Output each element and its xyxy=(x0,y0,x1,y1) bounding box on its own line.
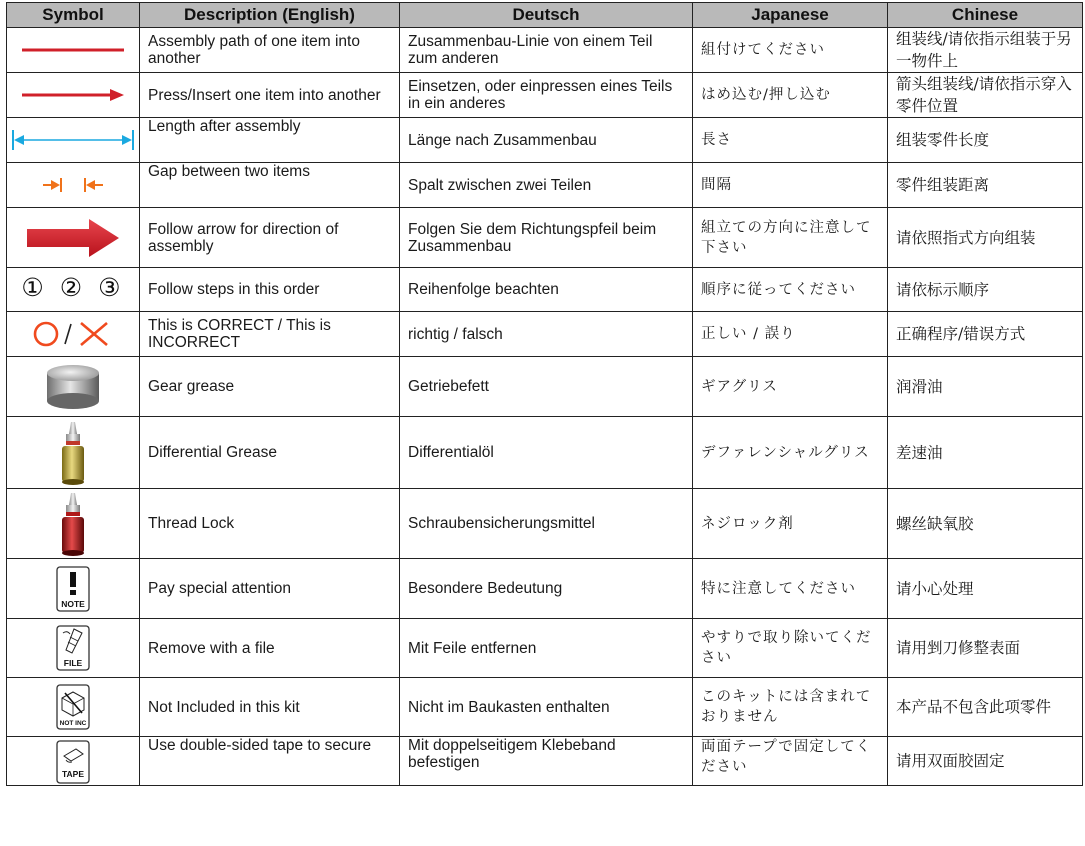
english-cell: Pay special attention xyxy=(140,559,400,619)
table-row xyxy=(7,268,1083,312)
symbol-cell xyxy=(7,312,140,357)
english-cell: Length after assembly xyxy=(140,118,400,163)
header-english: Description (English) xyxy=(140,3,400,28)
svg-text:FILE: FILE xyxy=(63,658,83,668)
japanese-cell: 正しい / 誤り xyxy=(693,312,888,357)
symbol-cell xyxy=(7,357,140,417)
symbol-cell xyxy=(7,489,140,559)
chinese-cell: 差速油 xyxy=(888,417,1083,489)
length-arrow-icon xyxy=(11,128,135,152)
deutsch-cell: Spalt zwischen zwei Teilen xyxy=(400,163,693,208)
japanese-cell: 組付けてください xyxy=(693,28,888,73)
japanese-cell: 両面テープで固定してください xyxy=(693,737,888,786)
chinese-cell: 正确程序/错误方式 xyxy=(888,312,1083,357)
table-row xyxy=(7,163,1083,208)
deutsch-cell: Reihenfolge beachten xyxy=(400,268,693,312)
tape-icon xyxy=(56,740,90,784)
chinese-cell: 请用剉刀修整表面 xyxy=(888,619,1083,678)
deutsch-cell: Besondere Bedeutung xyxy=(400,559,693,619)
japanese-cell: デファレンシャルグリス xyxy=(693,417,888,489)
english-cell: Gear grease xyxy=(140,357,400,417)
chinese-cell: 请用双面胶固定 xyxy=(888,737,1083,786)
table-row xyxy=(7,417,1083,489)
english-cell: This is CORRECT / This is INCORRECT xyxy=(140,312,400,357)
svg-text:NOT INC: NOT INC xyxy=(59,720,87,727)
english-cell: Gap between two items xyxy=(140,163,400,208)
english-cell: Follow steps in this order xyxy=(140,268,400,312)
deutsch-cell: Schraubensicherungsmittel xyxy=(400,489,693,559)
deutsch-cell: Folgen Sie dem Richtungspfeil beim Zusammenbau xyxy=(400,208,693,268)
table-row xyxy=(7,678,1083,737)
chinese-cell: 组装线/请依指示组装于另一物件上 xyxy=(888,28,1083,73)
symbol-cell xyxy=(7,73,140,118)
header-japanese: Japanese xyxy=(693,3,888,28)
table-row xyxy=(7,118,1083,163)
symbol-cell xyxy=(7,559,140,619)
table-row xyxy=(7,312,1083,357)
symbol-cell xyxy=(7,208,140,268)
english-cell: Assembly path of one item into another xyxy=(140,28,400,73)
red-line-icon xyxy=(18,45,128,55)
deutsch-cell: Getriebefett xyxy=(400,357,693,417)
japanese-cell: 長さ xyxy=(693,118,888,163)
english-cell: Thread Lock xyxy=(140,489,400,559)
japanese-cell: 間隔 xyxy=(693,163,888,208)
english-cell: Follow arrow for direction of assembly xyxy=(140,208,400,268)
header-deutsch: Deutsch xyxy=(400,3,693,28)
file-icon xyxy=(56,625,90,671)
deutsch-cell: Zusammenbau-Linie von einem Teil zum anderen xyxy=(400,28,693,73)
symbol-cell xyxy=(7,268,140,312)
big-red-arrow-icon xyxy=(25,218,121,258)
table-row xyxy=(7,737,1083,786)
table-row xyxy=(7,559,1083,619)
english-cell: Use double-sided tape to secure xyxy=(140,737,400,786)
symbol-cell xyxy=(7,619,140,678)
red-arrow-line-icon xyxy=(18,87,128,103)
header-chinese: Chinese xyxy=(888,3,1083,28)
symbol-cell xyxy=(7,118,140,163)
header-row xyxy=(7,3,1083,28)
table-row xyxy=(7,28,1083,73)
chinese-cell: 螺丝缺氧胶 xyxy=(888,489,1083,559)
chinese-cell: 润滑油 xyxy=(888,357,1083,417)
table-row xyxy=(7,357,1083,417)
correct-incorrect-icon xyxy=(33,319,113,349)
deutsch-cell: Mit Feile entfernen xyxy=(400,619,693,678)
symbol-cell xyxy=(7,28,140,73)
english-cell: Remove with a file xyxy=(140,619,400,678)
gear-grease-icon xyxy=(43,363,103,411)
deutsch-cell: richtig / falsch xyxy=(400,312,693,357)
svg-text:NOTE: NOTE xyxy=(61,598,85,609)
japanese-cell: このキットには含まれておりません xyxy=(693,678,888,737)
symbol-cell xyxy=(7,678,140,737)
not-included-icon xyxy=(56,684,90,730)
deutsch-cell: Differentialöl xyxy=(400,417,693,489)
english-cell: Not Included in this kit xyxy=(140,678,400,737)
japanese-cell: ネジロック剤 xyxy=(693,489,888,559)
chinese-cell: 本产品不包含此项零件 xyxy=(888,678,1083,737)
english-cell: Differential Grease xyxy=(140,417,400,489)
gap-arrows-icon xyxy=(41,175,105,195)
english-cell: Press/Insert one item into another xyxy=(140,73,400,118)
japanese-cell: ギアグリス xyxy=(693,357,888,417)
chinese-cell: 请依照指式方向组装 xyxy=(888,208,1083,268)
symbol-cell xyxy=(7,417,140,489)
differential-grease-icon xyxy=(58,420,88,486)
svg-text:TAPE: TAPE xyxy=(61,769,85,779)
deutsch-cell: Mit doppelseitigem Klebeband befestigen xyxy=(400,737,693,786)
table-row xyxy=(7,489,1083,559)
japanese-cell: 組立ての方向に注意して下さい xyxy=(693,208,888,268)
chinese-cell: 箭头组装线/请依指示穿入零件位置 xyxy=(888,73,1083,118)
japanese-cell: はめ込む/押し込む xyxy=(693,73,888,118)
deutsch-cell: Länge nach Zusammenbau xyxy=(400,118,693,163)
deutsch-cell: Einsetzen, oder einpressen eines Teils in ein anderes xyxy=(400,73,693,118)
chinese-cell: 零件组装距离 xyxy=(888,163,1083,208)
chinese-cell: 组装零件长度 xyxy=(888,118,1083,163)
note-icon xyxy=(56,566,90,612)
japanese-cell: やすりで取り除いてください xyxy=(693,619,888,678)
japanese-cell: 特に注意してください xyxy=(693,559,888,619)
deutsch-cell: Nicht im Baukasten enthalten xyxy=(400,678,693,737)
symbol-legend-table xyxy=(6,2,1083,786)
symbol-cell xyxy=(7,737,140,786)
japanese-cell: 順序に従ってください xyxy=(693,268,888,312)
table-row xyxy=(7,73,1083,118)
header-symbol: Symbol xyxy=(7,3,140,28)
table-row xyxy=(7,619,1083,678)
thread-lock-icon xyxy=(58,491,88,557)
step-numbers-icon: ① ② ③ xyxy=(21,273,125,302)
chinese-cell: 请依标示顺序 xyxy=(888,268,1083,312)
chinese-cell: 请小心处理 xyxy=(888,559,1083,619)
table-row xyxy=(7,208,1083,268)
symbol-cell xyxy=(7,163,140,208)
